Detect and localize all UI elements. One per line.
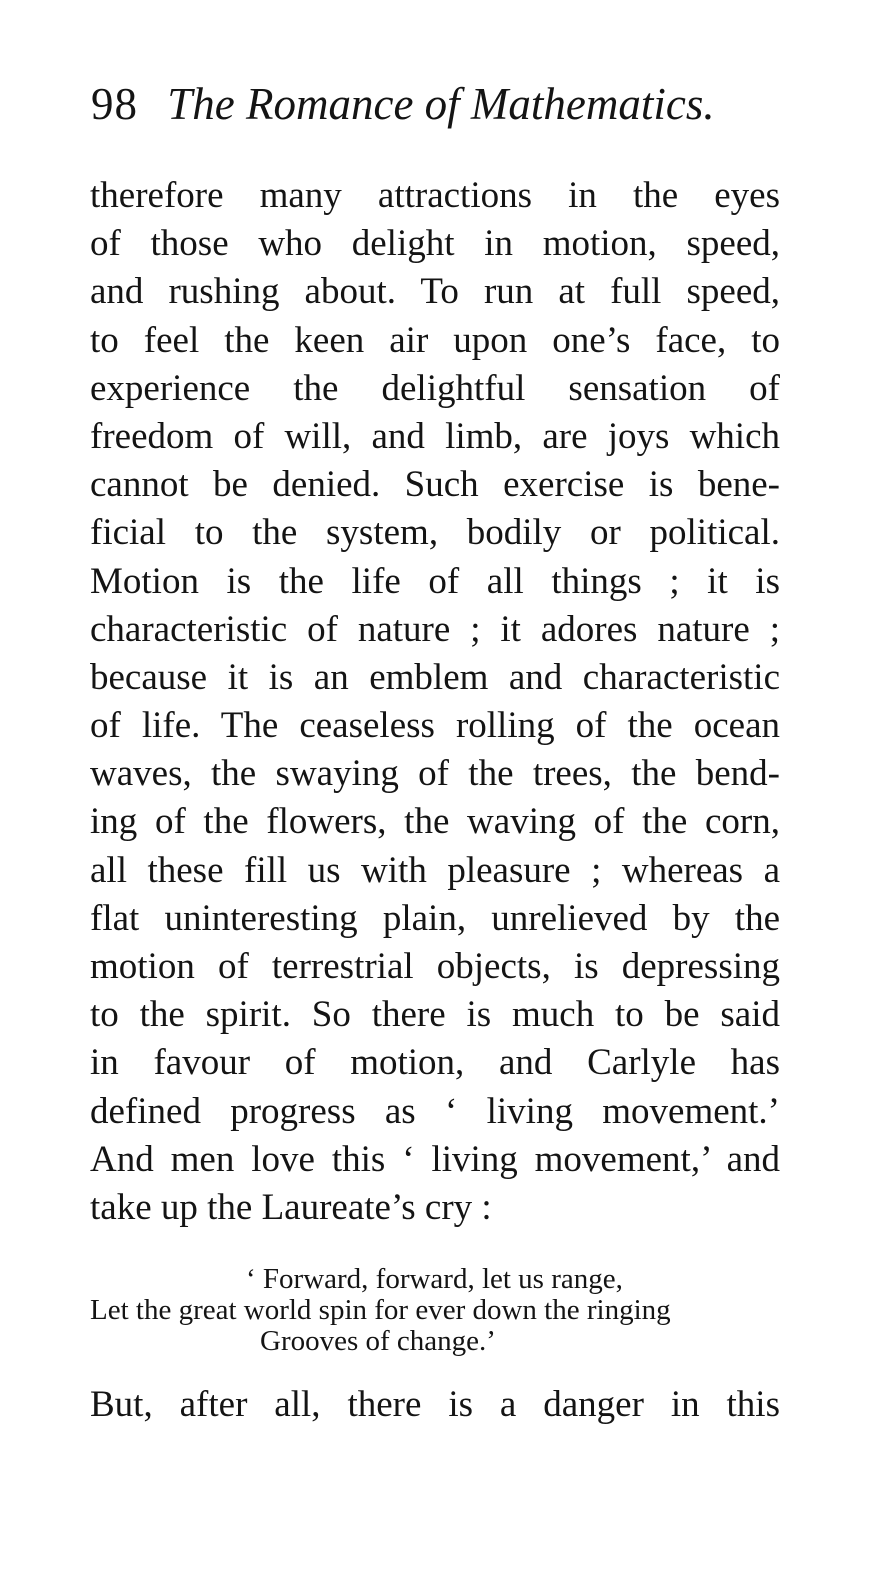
text-line: characteristic of nature ; it adores nature ; xyxy=(90,608,780,650)
text-line: waves, the swaying of the trees, the bend- xyxy=(90,753,780,795)
text-line: cannot be denied. Such exercise is bene- xyxy=(90,464,780,506)
text-line: But, after all, there is a danger in this xyxy=(90,1384,780,1425)
text-line: ficial to the system, bodily or political. xyxy=(90,512,780,554)
text-line: to the spirit. So there is much to be said xyxy=(90,994,780,1036)
text-line: And men love this ‘ living movement,’ and xyxy=(90,1138,780,1180)
verse-line: Grooves of change.’ xyxy=(260,1325,496,1357)
text-line: freedom of will, and limb, are joys which xyxy=(90,415,780,457)
text-line: therefore many attractions in the eyes xyxy=(90,175,780,216)
continuation-paragraph xyxy=(90,1381,780,1429)
text-line: of those who delight in motion, speed, xyxy=(90,223,780,265)
verse-line: ‘ Forward, forward, let us range, xyxy=(246,1263,623,1295)
text-line: in favour of motion, and Carlyle has xyxy=(90,1042,780,1084)
text-line: ing of the flowers, the waving of the corn, xyxy=(90,801,780,843)
verse-line: Let the great world spin for ever down the ringing xyxy=(90,1294,671,1326)
text-line: because it is an emblem and characteristic xyxy=(90,656,780,698)
text-line: to feel the keen air upon one’s face, to xyxy=(90,319,780,361)
text-line: all these fill us with pleasure ; whereas a xyxy=(90,849,780,891)
text-line: motion of terrestrial objects, is depressing xyxy=(90,946,780,987)
text-line: and rushing about. To run at full speed, xyxy=(90,271,780,313)
page-header xyxy=(91,74,791,134)
text-line: experience the delightful sensation of xyxy=(90,367,780,409)
page-number: 98 xyxy=(91,79,138,129)
text-line: defined progress as ‘ living movement.’ xyxy=(90,1090,780,1132)
text-line: take up the Laureate’s cry : xyxy=(90,1186,492,1228)
text-line: of life. The ceaseless rolling of the ocean xyxy=(90,705,780,747)
body-paragraph xyxy=(90,172,780,1232)
running-title: The Romance of Mathematics. xyxy=(167,79,715,129)
text-line: Motion is the life of all things ; it is xyxy=(90,560,780,602)
verse-quotation xyxy=(90,1264,780,1357)
text-line: flat uninteresting plain, unrelieved by the xyxy=(90,897,780,939)
